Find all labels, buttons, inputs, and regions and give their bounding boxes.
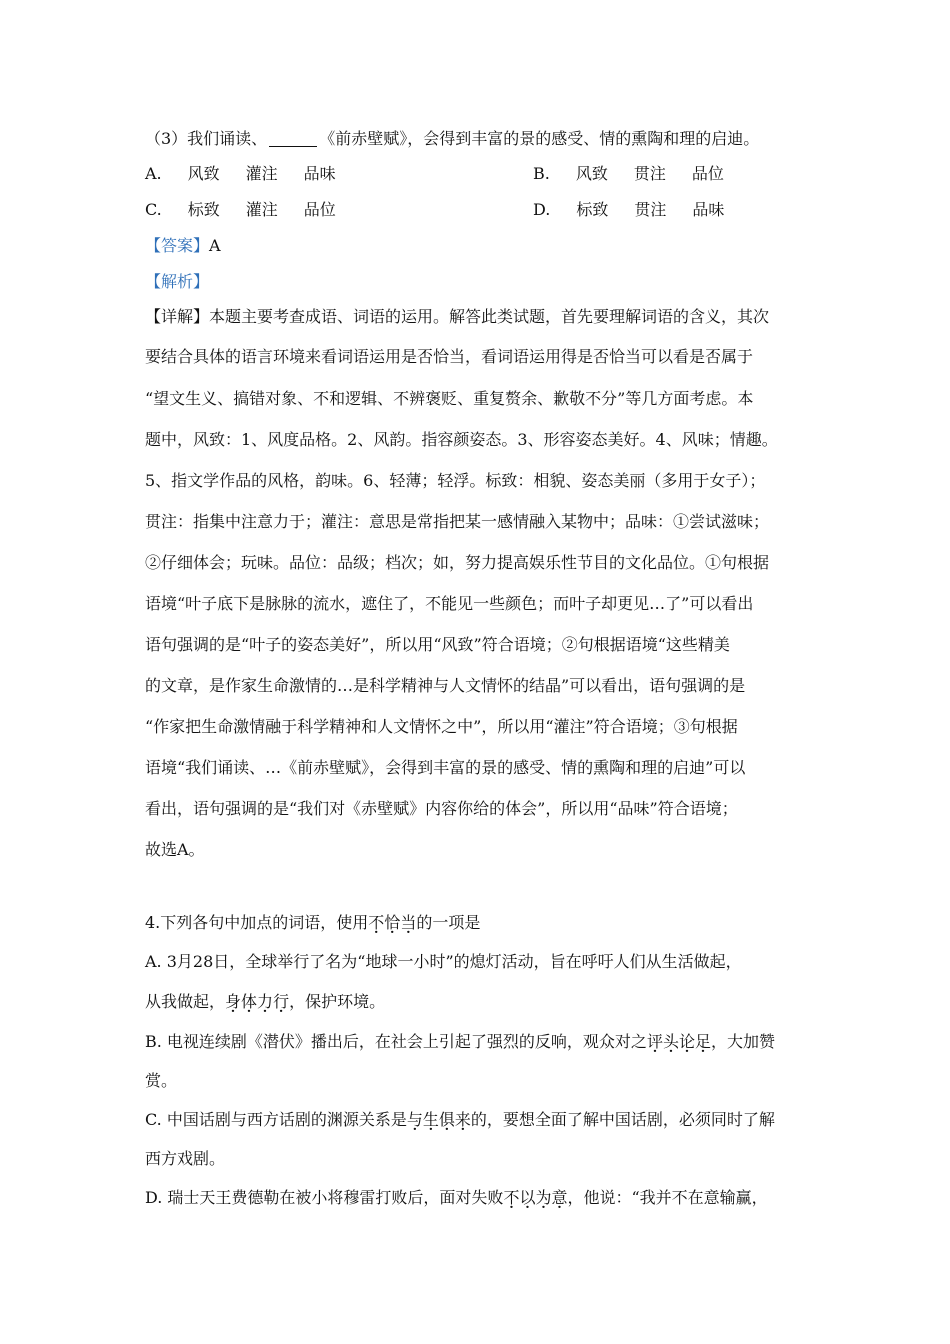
option-word: 灌注: [245, 200, 278, 219]
explanation-line: 5、指文学作品的风格，韵味。6、轻薄；轻浮。标致：相貌、姿态美丽（多用于女子）；: [145, 471, 766, 490]
dotted-word: [225, 992, 289, 1011]
option-letter: A.: [145, 164, 162, 183]
option-word: 标致: [576, 200, 609, 219]
option-word: 品味: [692, 200, 725, 219]
option-text: ，他说：“我并不在意输赢，: [567, 1188, 768, 1207]
emphasis-char: 当: [400, 913, 417, 932]
option-a: [145, 163, 362, 185]
emphasis-char: 来: [454, 1110, 471, 1129]
emphasis-char: 不: [368, 913, 385, 932]
answer-blank: [269, 130, 317, 147]
q4-option-c-line1: [145, 1109, 775, 1131]
option-text: 从我做起，: [145, 992, 226, 1011]
explanation-line: 看出，语句强调的是“我们对《赤壁赋》内容你给的体会”，所以用“品味”符合语境；: [145, 799, 738, 818]
option-c: [145, 199, 362, 221]
option-letter: D.: [533, 200, 551, 219]
stem-text: 4.下列各句中加点的词语，使用: [145, 913, 369, 932]
emphasis-char: 身: [225, 992, 242, 1011]
emphasis-char: 评: [646, 1032, 663, 1051]
question-3-stem: [145, 128, 759, 150]
explanation-line: “望文生义、搞错对象、不和逻辑、不辨褒贬、重复赘余、歉敬不分”等几方面考虑。本: [145, 389, 754, 408]
dotted-word: [503, 1188, 567, 1207]
emphasis-char: 生: [422, 1110, 439, 1129]
emphasis-char: 与: [406, 1110, 423, 1129]
option-letter: C.: [145, 200, 162, 219]
emphasis-char: 俱: [438, 1110, 455, 1129]
q4-option-b-line1: [145, 1031, 775, 1053]
emphasis-char: 体: [241, 992, 258, 1011]
question-3-suffix: 《前赤壁赋》，会得到丰富的景的感受、情的熏陶和理的启迪。: [319, 129, 760, 148]
analysis-label: 【解析】: [145, 272, 210, 291]
stem-text: 的一项是: [416, 913, 481, 932]
option-text: B. 电视连续剧《潜伏》播出后，在社会上引起了强烈的反响，观众对之: [145, 1032, 647, 1051]
option-text: D. 瑞士天王费德勒在被小将穆雷打败后，面对失败: [145, 1188, 504, 1207]
emphasis-char: 头: [662, 1032, 679, 1051]
explanation-line: “作家把生命激情融于科学精神和人文情怀之中”，所以用“灌注”符合语境；③句根据: [145, 717, 738, 736]
emphasis-char: 足: [694, 1032, 711, 1051]
answer-line: [145, 235, 221, 257]
q4-option-c-line2: 西方戏剧。: [145, 1149, 226, 1168]
emphasis-char: 力: [257, 992, 274, 1011]
question-3-prefix: （3）我们诵读、: [145, 129, 268, 148]
emphasis-char: 不: [503, 1188, 520, 1207]
option-word: 品位: [691, 164, 724, 183]
option-text: ，保护环境。: [289, 992, 386, 1011]
option-word: 贯注: [634, 200, 667, 219]
option-word: 贯注: [633, 164, 666, 183]
q4-option-a-line1: A. 3月28日，全球举行了名为“地球一小时”的熄灯活动，旨在呼吁人们从生活做起，: [145, 952, 742, 971]
option-b: [533, 163, 750, 185]
answer-label: 【答案】: [145, 236, 210, 255]
emphasis-char: 论: [678, 1032, 695, 1051]
explanation-line: 要结合具体的语言环境来看词语运用是否恰当，看词语运用得是否恰当可以看是否属于: [145, 347, 754, 366]
emphasis-char: 以: [519, 1188, 536, 1207]
emphasis-char: 行: [273, 992, 290, 1011]
explanation-line: 语境“我们诵读、…《前赤壁赋》，会得到丰富的景的感受、情的熏陶和理的启迪”可以: [145, 758, 746, 777]
explanation-line: 故选A。: [145, 840, 205, 859]
option-word: 风致: [575, 164, 608, 183]
dotted-word: [407, 1110, 471, 1129]
question-4-stem: [145, 912, 480, 934]
explanation-line: 题中，风致：1、风度品格。2、风韵。指容颜姿态。3、形容姿态美好。4、风味；情趣。: [145, 430, 778, 449]
option-word: 风致: [187, 164, 220, 183]
explanation-line: 语句强调的是“叶子的姿态美好”，所以用“风致”符合语境；②句根据语境“这些精美: [145, 635, 730, 654]
explanation-line: 【详解】本题主要考查成语、词语的运用。解答此类试题，首先要理解词语的含义，其次: [145, 307, 770, 326]
explanation-line: 语境“叶子底下是脉脉的流水，遮住了，不能见一些颜色；而叶子却更见…了”可以看出: [145, 594, 754, 613]
option-letter: B.: [533, 164, 550, 183]
answer-value: A: [209, 236, 221, 255]
dotted-word: [368, 913, 416, 932]
option-word: 灌注: [245, 164, 278, 183]
q4-option-a-line2: [145, 991, 385, 1013]
emphasis-char: 意: [551, 1188, 568, 1207]
explanation-line: 贯注：指集中注意力于；灌注：意思是常指把某一感情融入某物中；品味：①尝试滋味；: [145, 512, 770, 531]
explanation-line: 的文章，是作家生命激情的…是科学精神与人文情怀的结晶”可以看出，语句强调的是: [145, 676, 746, 695]
option-word: 品味: [303, 164, 336, 183]
q4-option-b-line2: 赏。: [145, 1071, 178, 1090]
option-d: [533, 199, 750, 221]
option-word: 标致: [187, 200, 220, 219]
dotted-word: [647, 1032, 711, 1051]
option-text: 的，要想全面了解中国话剧，必须同时了解: [470, 1110, 775, 1129]
q4-option-d-line1: [145, 1187, 768, 1209]
emphasis-char: 为: [535, 1188, 552, 1207]
emphasis-char: 恰: [384, 913, 401, 932]
option-text: ，大加赞: [711, 1032, 776, 1051]
option-word: 品位: [303, 200, 336, 219]
explanation-line: ②仔细体会；玩味。品位：品级；档次；如，努力提高娱乐性节目的文化品位。①句根据: [145, 553, 770, 572]
option-text: C. 中国话剧与西方话剧的渊源关系是: [145, 1110, 407, 1129]
